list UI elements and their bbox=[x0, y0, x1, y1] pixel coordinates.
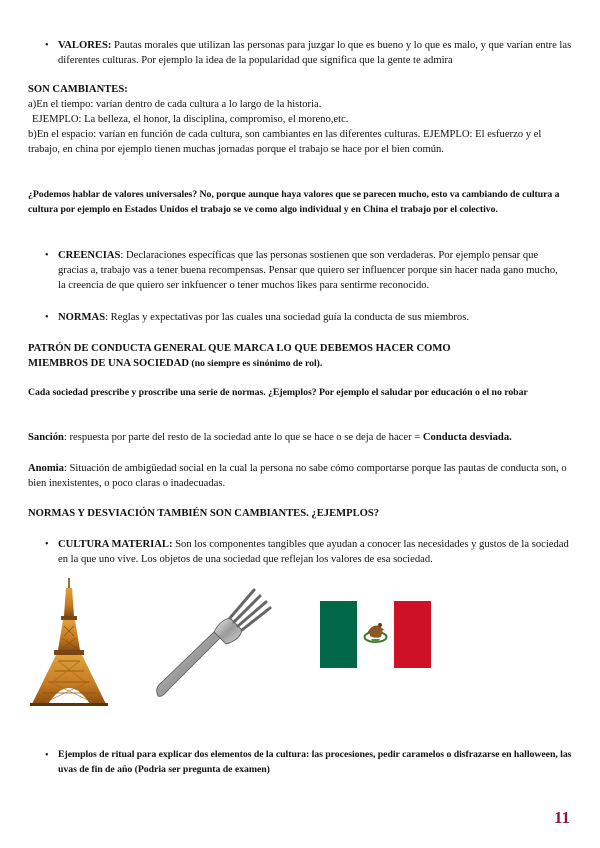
creencias-text: : Declaraciones específicas que las personas sostienen que son verdaderas. Por ejemplo pensar que gracias a, trabajo vas a tener buena recompensas. Pensar que quiero ser influencer porque sin hacer nada gano mucho, la creencia de que quiero ser inkfuencer o tener muchos likes para sentirme reconocido. bbox=[58, 250, 558, 291]
page-number: 11 bbox=[553, 808, 570, 827]
sancion-result: Conducta desviada. bbox=[422, 432, 512, 443]
eiffel-tower-image bbox=[28, 576, 110, 708]
flag-stripe-white bbox=[357, 601, 394, 668]
sancion-paragraph bbox=[28, 430, 578, 445]
patron-heading-text: PATRÓN DE CONDUCTA GENERAL QUE MARCA LO QUE DEBEMOS HACER COMO MIEMBROS DE UNA SOCIEDAD bbox=[28, 343, 451, 369]
valores-term: VALORES: bbox=[58, 40, 112, 51]
cambiantes-espacio: b)En el espacio: varían en función de cada cultura, son cambiantes en las diferentes culturas. EJEMPLO: El esfuerzo y el trabajo, en china por ejemplo tienen muchas jornadas porque el trabajo se hace por el bien común. bbox=[28, 129, 542, 155]
anomia-term: Anomia bbox=[28, 463, 64, 474]
coat-of-arms-icon bbox=[357, 601, 394, 668]
cambiantes-tiempo-ejemplo: EJEMPLO: La belleza, el honor, la disciplina, compromiso, el moreno,etc. bbox=[32, 114, 349, 125]
valores-universales-paragraph: ¿Podemos hablar de valores universales? No, porque aunque haya valores que se parecen mucho, esto va cambiando de cultura a cultura por ejemplo en Estados Unidos el trabajo se ve como algo individual y en China el trabajo por el colectivo. bbox=[28, 189, 560, 215]
cultura-material-term: CULTURA MATERIAL: bbox=[58, 539, 173, 550]
prescribe-paragraph: Cada sociedad prescribe y proscribe una serie de normas. ¿Ejemplos? Por ejemplo el saludar por educación o el no robar bbox=[28, 387, 528, 398]
bullet: • bbox=[45, 539, 49, 550]
mexico-flag-image bbox=[320, 601, 431, 668]
normas-term: NORMAS bbox=[58, 312, 106, 323]
ritual-paragraph: Ejemplos de ritual para explicar dos elementos de la cultura: las procesiones, pedir caramelos o disfrazarse en halloween, las uvas de fin de año (Podria ser pregunta de examen) bbox=[58, 749, 572, 775]
bullet: • bbox=[45, 750, 49, 761]
creencias-paragraph bbox=[58, 248, 568, 293]
son-cambiantes-heading: SON CAMBIANTES: bbox=[28, 84, 128, 95]
sancion-term: Sanción bbox=[28, 432, 64, 443]
valores-paragraph bbox=[58, 38, 573, 68]
bullet: • bbox=[45, 40, 49, 51]
normas-paragraph bbox=[58, 310, 573, 325]
sancion-text: : respuesta por parte del resto de la sociedad ante lo que se hace o se deja de hacer = bbox=[63, 432, 423, 443]
desviacion-heading: NORMAS Y DESVIACIÓN TAMBIÉN SON CAMBIANTES. ¿EJEMPLOS? bbox=[28, 508, 380, 519]
bullet: • bbox=[45, 312, 49, 323]
valores-text: Pautas morales que utilizan las personas para juzgar lo que es bueno y lo que es malo, y que varían entre las diferentes culturas. Por ejemplo la idea de la popularidad que significa que la gente te admira bbox=[58, 40, 572, 66]
fork-image bbox=[150, 584, 275, 704]
anomia-text: : Situación de ambigüedad social en la cual la persona no sabe cómo comportarse porque las pautas de conducta son, o bien inexistentes, o poco claras o inadecuadas. bbox=[28, 463, 567, 489]
cultura-material-text: Son los componentes tangibles que ayudan a conocer las necesidades y gustos de la sociedad en la que uno vive. Los objetos de una sociedad que reflejan los valores de esa sociedad. bbox=[58, 539, 569, 565]
creencias-term: CREENCIAS bbox=[58, 250, 121, 261]
normas-text: : Reglas y expectativas por las cuales una sociedad guía la conducta de sus miembros. bbox=[105, 312, 469, 323]
anomia-paragraph bbox=[28, 461, 573, 491]
patron-note: (no siempre es sinónimo de rol). bbox=[189, 358, 323, 369]
cambiantes-tiempo: a)En el tiempo: varían dentro de cada cultura a lo largo de la historia. bbox=[28, 99, 322, 110]
cultura-material-paragraph bbox=[58, 537, 573, 567]
flag-stripe-green bbox=[320, 601, 357, 668]
bullet: • bbox=[45, 250, 49, 261]
patron-heading bbox=[28, 341, 498, 371]
flag-stripe-red bbox=[394, 601, 431, 668]
